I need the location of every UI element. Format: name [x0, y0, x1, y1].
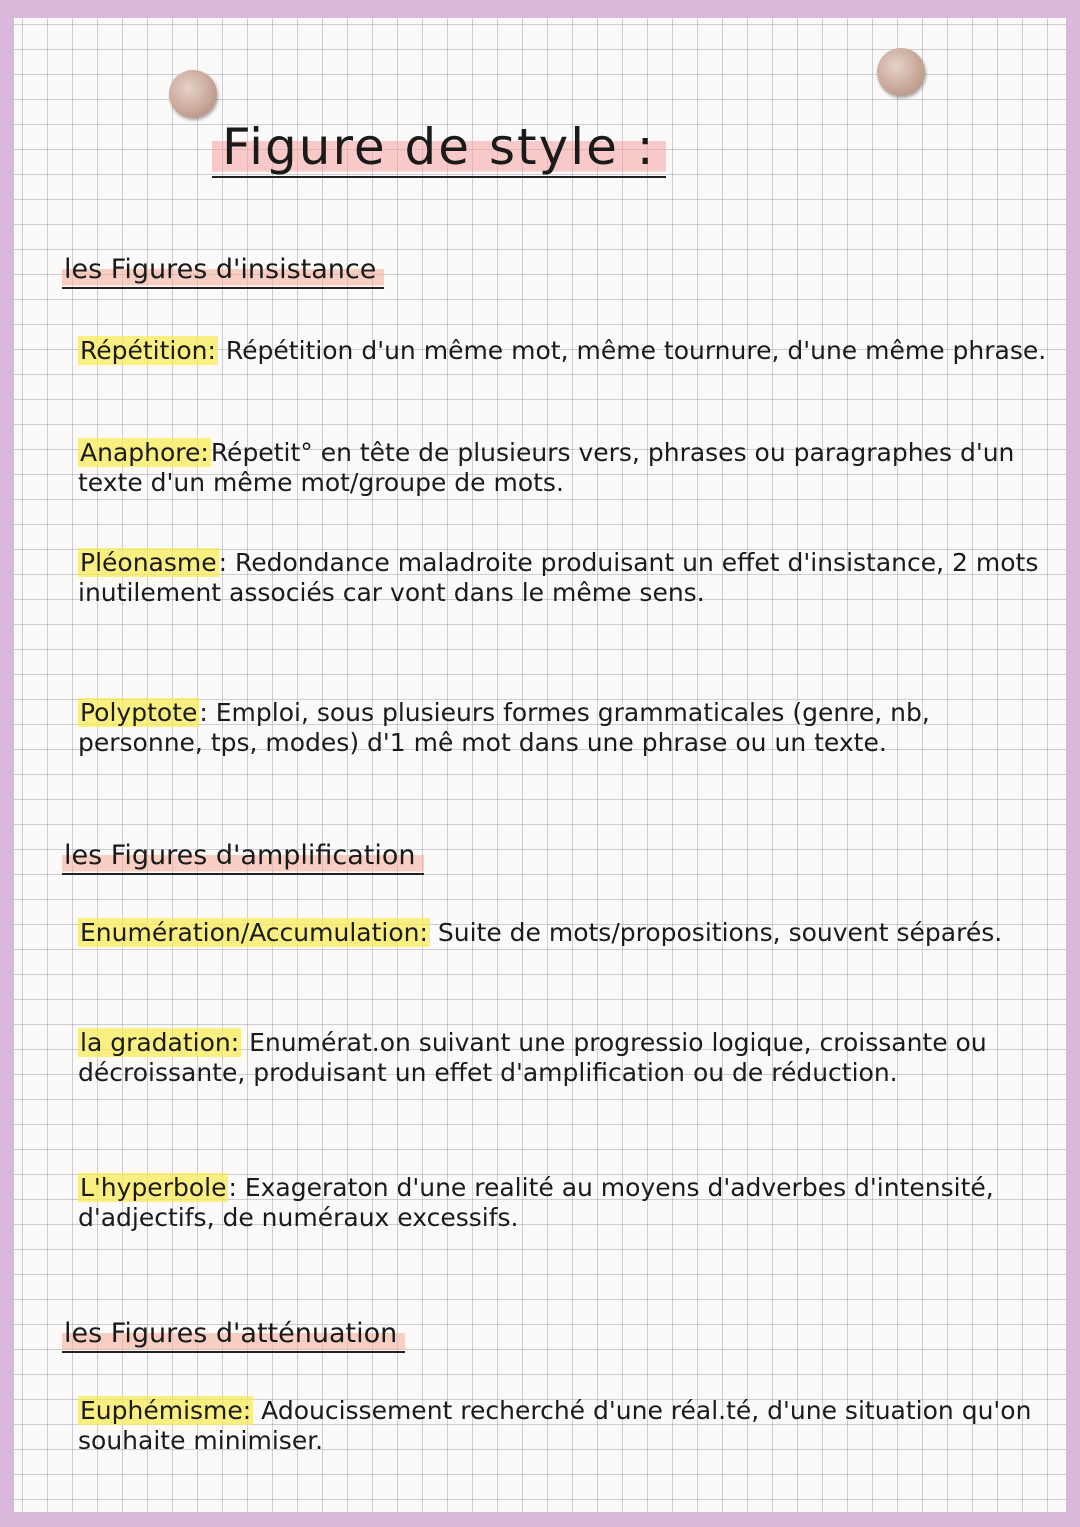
entry-definition: : Exageraton d'une realité au moyens d'adverbes d'intensité, d'adjectifs, de numéraux excessifs. [78, 1173, 994, 1232]
entry-definition: Répetit° en tête de plusieurs vers, phrases ou paragraphes d'un texte d'un même mot/groupe de mots. [78, 438, 1015, 497]
page-title [212, 118, 666, 176]
entry-definition: : Emploi, sous plusieurs formes grammaticales (genre, nb, personne, tps, modes) d'1 mê mot dans une phrase ou un texte. [78, 698, 930, 757]
pin-icon [877, 48, 925, 96]
entry-definition: Répétition d'un même mot, même tournure, d'une même phrase. [217, 336, 1047, 365]
pin-icon [169, 70, 217, 118]
entry-definition: Enumérat.on suivant une progressio logique, croissante ou décroissante, produisant un effet d'amplification ou de réduction. [78, 1028, 987, 1087]
entry-term: Euphémisme: [80, 1396, 252, 1425]
entry-gradation [78, 1028, 1048, 1088]
entry-term: Polyptote [80, 698, 198, 727]
entry-polyptote [78, 698, 1048, 758]
entry-repetition [78, 336, 1048, 366]
section-heading-insistance: les Figures d'insistance [62, 254, 384, 289]
section-heading-attenuation: les Figures d'atténuation [62, 1318, 405, 1353]
entry-term: Pléonasme [80, 548, 217, 577]
entry-definition: Suite de mots/propositions, souvent séparés. [429, 918, 1003, 947]
entry-definition: : Redondance maladroite produisant un effet d'insistance, 2 mots inutilement associés car vont dans le même sens. [78, 548, 1039, 607]
entry-pleonasme [78, 548, 1048, 608]
entry-definition: Adoucissement recherché d'une réal.té, d'une situation qu'on souhaite minimiser. [78, 1396, 1032, 1455]
entry-term: Répétition: [80, 336, 216, 365]
entry-euphemisme [78, 1396, 1048, 1456]
entry-term: la gradation: [80, 1028, 240, 1057]
entry-enumeration [78, 918, 1048, 948]
section-heading-amplification: les Figures d'amplification [62, 840, 424, 875]
entry-term: Enumération/Accumulation: [80, 918, 428, 947]
entry-anaphore [78, 438, 1048, 498]
entry-term: Anaphore: [80, 438, 209, 467]
entry-term: L'hyperbole [80, 1173, 227, 1202]
page-title-text: Figure de style : [212, 118, 666, 178]
entry-hyperbole [78, 1173, 1048, 1233]
grid-paper [14, 18, 1066, 1512]
